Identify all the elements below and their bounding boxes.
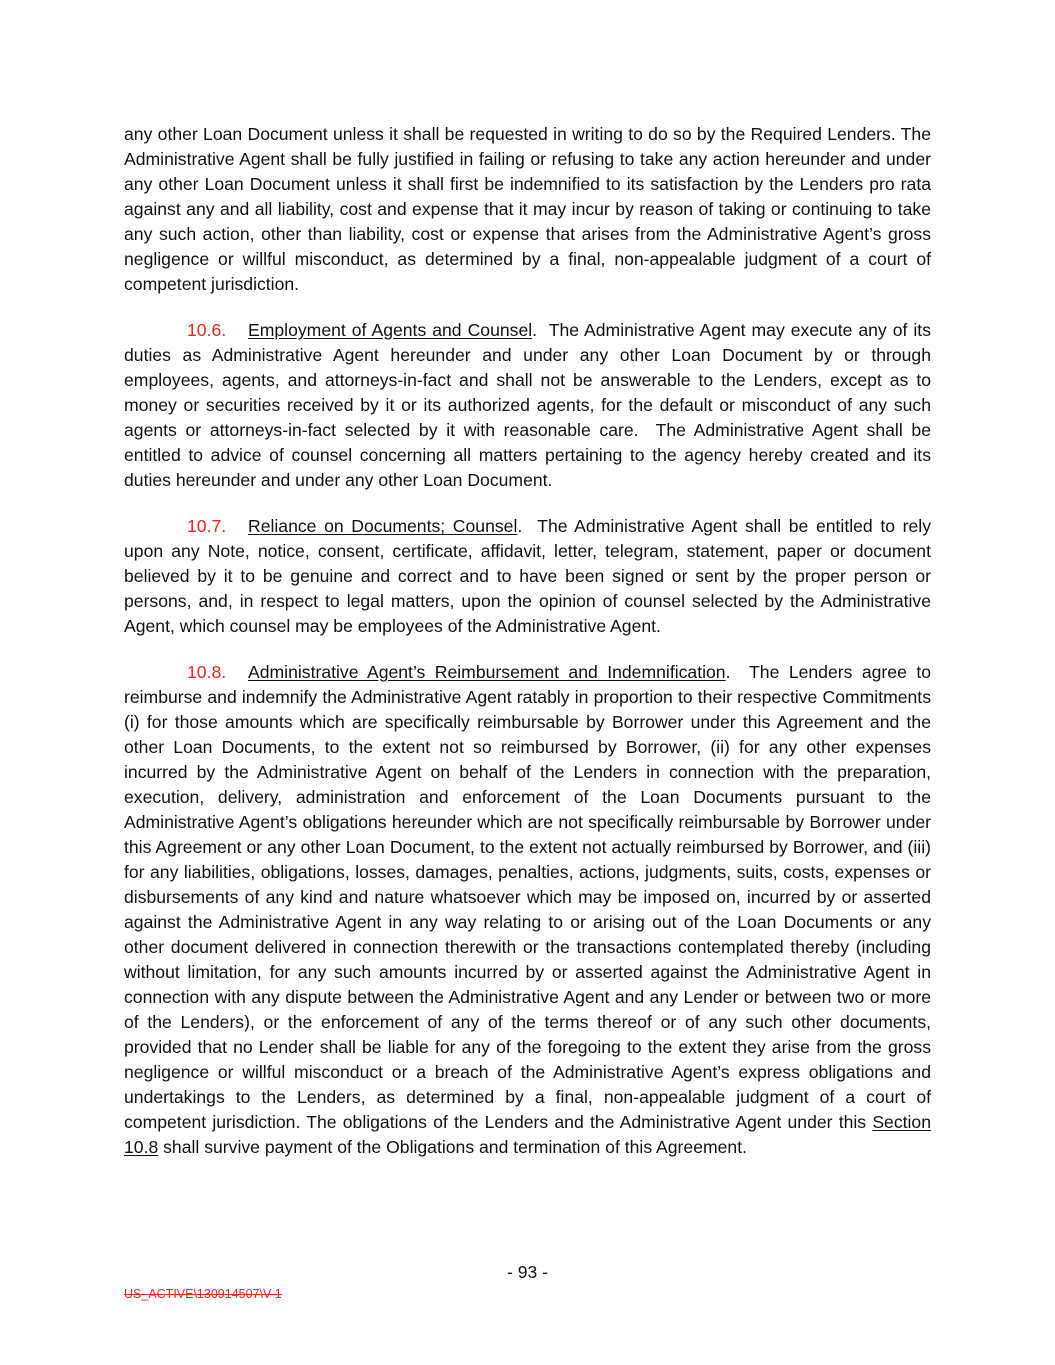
heading-period: . xyxy=(725,662,731,682)
heading-period: . xyxy=(532,320,538,340)
section-body-end: shall survive payment of the Obligations and termination of this Agreement. xyxy=(158,1137,747,1157)
section-10-6 xyxy=(124,318,936,493)
section-heading: Employment of Agents and Counsel xyxy=(248,320,533,340)
section-10-7 xyxy=(124,514,936,639)
section-number: 10.8. xyxy=(187,662,227,682)
section-10-8 xyxy=(124,660,936,1160)
section-reference: Section 10.8 xyxy=(124,1112,931,1157)
section-number: 10.6. xyxy=(187,320,227,340)
section-body: The Administrative Agent may execute any of its duties as Administrative Agent hereunder and under any other Loan Document by or through employees, agents, and attorneys-in-fact and shall not be answerable to the Lenders, except as to money or securities received by it or its authorized agents, for the default or misconduct of any such agents or attorneys-in-fact selected by it with reasonable care. The Administrative Agent shall be entitled to advice of counsel concerning all matters pertaining to the agency hereby created and its duties hereunder and under any other Loan Document. xyxy=(124,320,936,490)
paragraph-text: any other Loan Document unless it shall be requested in writing to do so by the Required Lenders. The Administrative Agent shall be fully justified in failing or refusing to take any action hereunder and under any other Loan Document unless it shall first be indemnified to its satisfaction by the Lenders pro rata against any and all liability, cost and expense that it may incur by reason of taking or continuing to take any such action, other than liability, cost or expense that arises from the Administrative Agent’s gross negligence or willful misconduct, as determined by a final, non-appealable judgment of a court of competent jurisdiction. xyxy=(124,124,931,294)
document-id: US_ACTIVE\130914507\V-1 xyxy=(124,1287,282,1301)
document-body xyxy=(124,122,936,1181)
page-number: - 93 - xyxy=(506,1262,549,1282)
section-heading: Reliance on Documents; Counsel xyxy=(248,516,518,536)
heading-period: . xyxy=(517,516,523,536)
paragraph-continuation xyxy=(124,122,931,297)
section-number: 10.7. xyxy=(187,516,227,536)
section-body: The Lenders agree to reimburse and indemnify the Administrative Agent ratably in proportion to their respective Commitments (i) for those amounts which are specifically reimbursable by Borrower under this Agreement and the other Loan Documents, to the extent not so reimbursed by Borrower, (ii) for any other expenses incurred by the Administrative Agent on behalf of the Lenders in connection with the preparation, execution, delivery, administration and enforcement of the Loan Documents pursuant to the Administrative Agent’s obligations hereunder which are not specifically reimbursable by Borrower under this Agreement or any other Loan Document, to the extent not actually reimbursed by Borrower, and (iii) for any liabilities, obligations, losses, damages, penalties, actions, judgments, suits, costs, expenses or disbursements of any kind and nature whatsoever which may be imposed on, incurred by or asserted against the Administrative Agent in any way relating to or arising out of the Loan Documents or any other document delivered in connection therewith or the transactions contemplated thereby (including without limitation, for any such amounts incurred by or asserted against the Administrative Agent in connection with any dispute between the Administrative Agent and any Lender or between two or more of the Lenders), or the enforcement of any of the terms thereof or of any such other documents, provided that no Lender shall be liable for any of the foregoing to the extent they arise from the gross negligence or willful misconduct or a breach of the Administrative Agent’s express obligations and undertakings to the Lenders, as determined by a final, non-appealable judgment of a court of competent jurisdiction. The obligations of the Lenders and the Administrative Agent under this xyxy=(124,662,936,1132)
section-body: The Administrative Agent shall be entitled to rely upon any Note, notice, consent, certificate, affidavit, letter, telegram, statement, paper or document believed by it to be genuine and correct and to have been signed or sent by the proper person or persons, and, in respect to legal matters, upon the opinion of counsel selected by the Administrative Agent, which counsel may be employees of the Administrative Agent. xyxy=(124,516,936,636)
section-heading: Administrative Agent’s Reimbursement and Indemnification xyxy=(248,662,726,682)
